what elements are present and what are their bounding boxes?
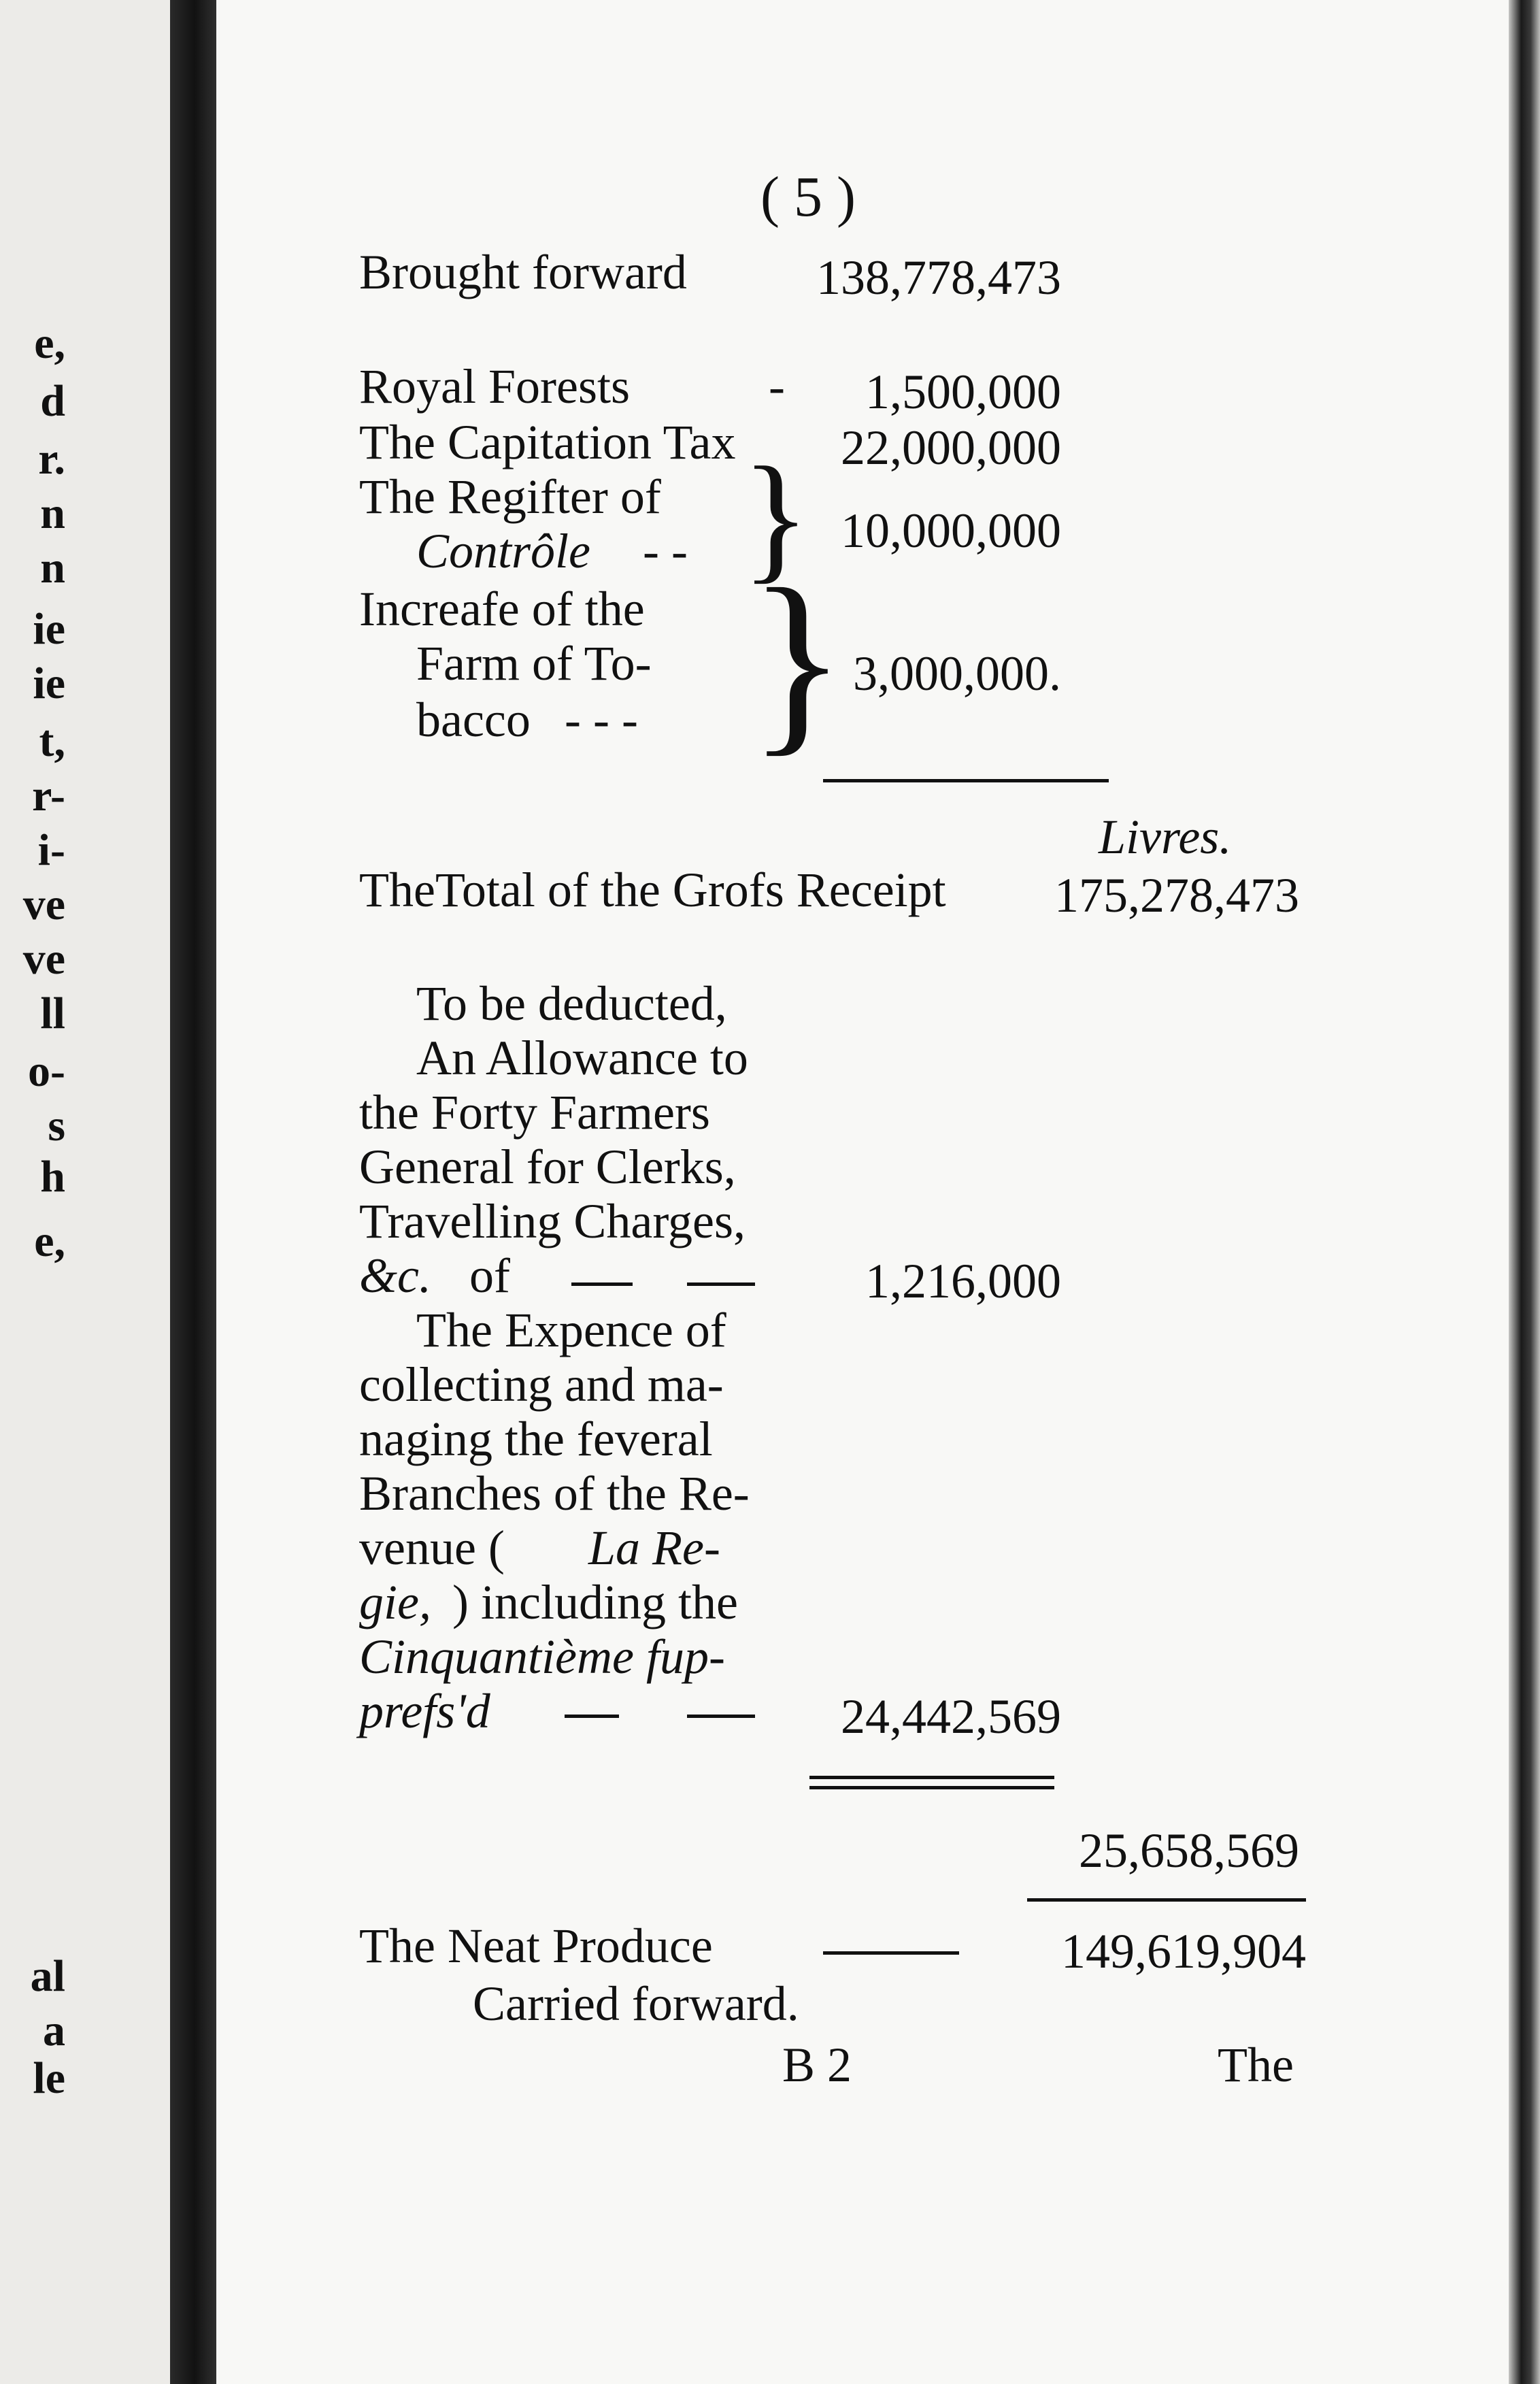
capitation-value: 22,000,000 — [841, 420, 1061, 475]
margin-fragment: d — [40, 376, 65, 426]
margin-fragment: o- — [28, 1046, 65, 1096]
total-gross-label: TheTotal of the Grofs Receipt — [359, 863, 946, 917]
expence-line-2: collecting and ma- — [359, 1357, 724, 1412]
register-brace: } — [741, 438, 810, 596]
brought-forward-label: Brought forward — [359, 245, 687, 299]
allowance-of: of — [469, 1248, 510, 1303]
margin-fragment: ll — [40, 989, 65, 1038]
neat-produce-label: The Neat Produce — [359, 1919, 713, 1973]
sum-rule — [823, 779, 1109, 782]
margin-fragment: e, — [34, 1216, 65, 1266]
leader-dash — [565, 1715, 619, 1718]
margin-fragment: n — [40, 543, 65, 593]
facing-page — [0, 0, 187, 2384]
catchword: The — [1218, 2038, 1294, 2092]
cinquantieme: Cinquantième fup- — [359, 1629, 725, 1684]
margin-fragment: ie — [33, 604, 65, 654]
register-line-1: The Regifter of — [359, 469, 661, 524]
brought-forward-value: 138,778,473 — [816, 250, 1061, 305]
allowance-line-2: the Forty Farmers — [359, 1085, 710, 1140]
net-rule — [1027, 1898, 1306, 1902]
allowance-line-4: Travelling Charges, — [359, 1194, 746, 1248]
register-dots: - - — [643, 524, 688, 578]
expence-including: ) including the — [452, 1575, 738, 1629]
allowance-line-1: An Allowance to — [416, 1031, 748, 1085]
margin-fragment: h — [40, 1152, 65, 1202]
margin-fragment: i- — [37, 825, 65, 875]
suppressed: prefs'd — [359, 1684, 490, 1738]
signature-mark: B 2 — [782, 2038, 852, 2092]
tobacco-brace: } — [748, 547, 846, 773]
tobacco-value: 3,000,000. — [853, 646, 1061, 701]
expence-line-4: Branches of the Re- — [359, 1466, 750, 1521]
allowance-etc: &c. — [359, 1248, 431, 1303]
page-edge — [1509, 0, 1540, 2384]
margin-fragment: ie — [33, 659, 65, 708]
expence-line-3: naging the feveral — [359, 1412, 713, 1466]
capitation-label: The Capitation Tax — [359, 415, 736, 469]
la-regie-1: La Re- — [588, 1521, 720, 1575]
tobacco-line-1: Increafe of the — [359, 582, 645, 636]
margin-fragment: r. — [38, 434, 65, 484]
leader-dash — [687, 1715, 755, 1718]
currency-unit: Livres. — [1099, 810, 1232, 864]
margin-fragment: al — [30, 1951, 65, 2001]
expence-value: 24,442,569 — [841, 1689, 1061, 1744]
allowance-line-3: General for Clerks, — [359, 1140, 736, 1194]
tobacco-line-2: Farm of To- — [416, 636, 652, 691]
royal-forests-label: Royal Forests — [359, 359, 631, 414]
page-number: ( 5 ) — [760, 165, 856, 229]
royal-forests-value: 1,500,000 — [865, 365, 1061, 419]
total-gross-value: 175,278,473 — [1054, 868, 1299, 923]
margin-fragment: n — [40, 489, 65, 538]
royal-forests-dots: - — [769, 359, 785, 414]
tobacco-line-3: bacco — [416, 693, 531, 747]
leader-dash — [823, 1951, 959, 1955]
margin-fragment: r- — [32, 771, 65, 821]
neat-produce-value: 149,619,904 — [1061, 1924, 1306, 1979]
margin-fragment: t, — [39, 716, 65, 766]
leader-dash — [571, 1282, 633, 1286]
expence-line-1: The Expence of — [416, 1303, 726, 1357]
subtotal-rule — [809, 1786, 1054, 1789]
margin-fragment: ve — [22, 880, 65, 929]
margin-fragment: s — [48, 1101, 65, 1150]
margin-fragment: e, — [34, 318, 65, 368]
margin-fragment: le — [33, 2053, 65, 2103]
allowance-value: 1,216,000 — [865, 1254, 1061, 1308]
register-value: 10,000,000 — [841, 503, 1061, 558]
la-regie-2: gie, — [359, 1575, 431, 1629]
subtotal-rule — [809, 1776, 1054, 1779]
leader-dash — [687, 1282, 755, 1286]
margin-fragment: a — [43, 2006, 65, 2055]
expence-venue: venue ( — [359, 1521, 505, 1575]
register-line-2: Contrôle — [416, 524, 591, 578]
deductions-subtotal: 25,658,569 — [1079, 1823, 1299, 1878]
tobacco-dots: - - - — [565, 693, 638, 747]
carried-forward: Carried forward. — [473, 1976, 799, 2031]
deductions-heading: To be deducted, — [416, 976, 727, 1031]
margin-fragment: ve — [22, 934, 65, 984]
